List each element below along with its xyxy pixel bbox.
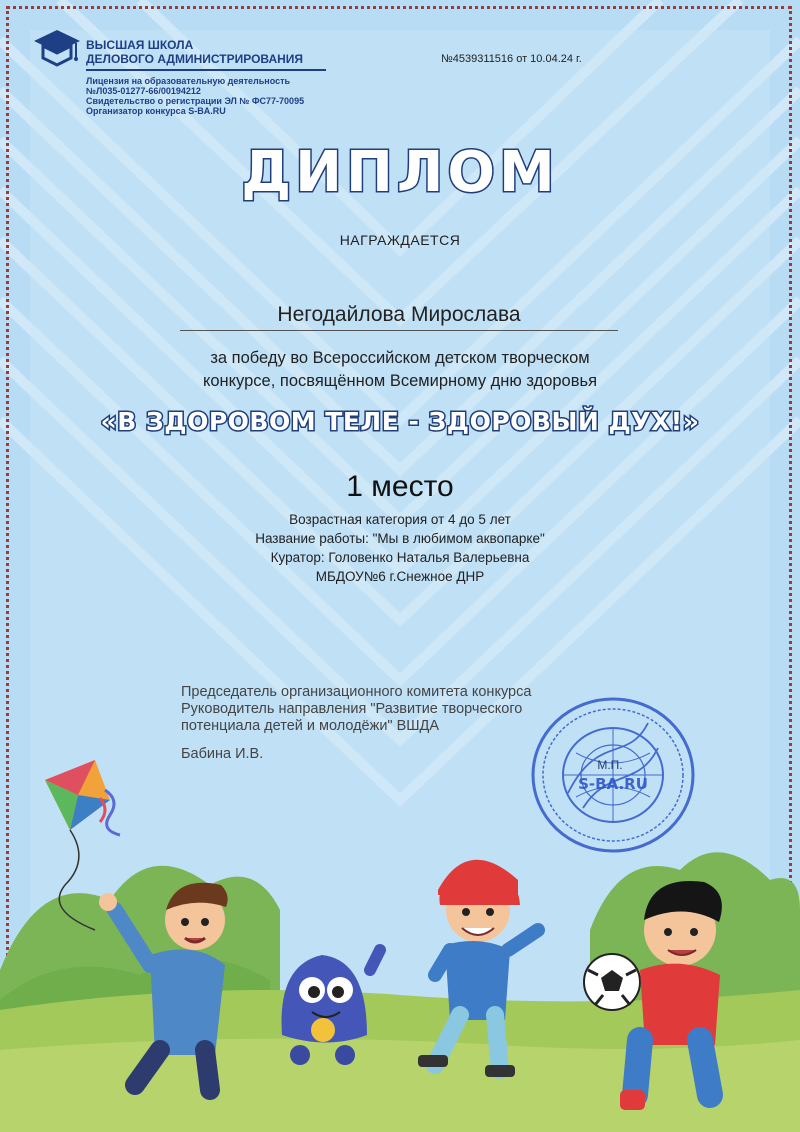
signatory-name: Бабина И.В. bbox=[181, 746, 264, 762]
registration-number: №4539311516 от 10.04.24 г. bbox=[441, 53, 582, 65]
organization-name-line1: ВЫСШАЯ ШКОЛА bbox=[86, 38, 194, 52]
signature-line3: потенциала детей и молодёжи" ВШДА bbox=[181, 718, 440, 734]
diploma-title: ДИПЛОМ bbox=[241, 140, 559, 205]
recipient-name: Негодайлова Мирослава bbox=[180, 303, 618, 331]
awarded-label: НАГРАЖДАЕТСЯ bbox=[339, 232, 461, 248]
soccer-ball-icon bbox=[584, 954, 640, 1010]
reason-line1: за победу во Всероссийском детском творческом bbox=[210, 349, 590, 367]
organization-info bbox=[86, 76, 386, 116]
stamp-mp-label: М.П. bbox=[597, 758, 623, 772]
stamp-center-text: S-BA.RU bbox=[578, 775, 648, 793]
place-award: 1 место bbox=[346, 470, 454, 503]
institution: МБДОУ№6 г.Снежное ДНР bbox=[315, 569, 485, 584]
graduation-cap-logo-icon bbox=[32, 28, 82, 72]
organization-name-line2: ДЕЛОВОГО АДМИНИСТРИРОВАНИЯ bbox=[86, 52, 326, 71]
signature-line2: Руководитель направления "Развитие творческого bbox=[181, 701, 523, 717]
signature-line1: Председатель организационного комитета конкурса bbox=[181, 684, 532, 700]
curator: Куратор: Головенко Наталья Валерьевна bbox=[270, 550, 530, 565]
award-reason bbox=[0, 347, 800, 393]
work-title: Название работы: "Мы в любимом аквопарке" bbox=[255, 531, 545, 546]
age-category: Возрастная категория от 4 до 5 лет bbox=[289, 512, 511, 527]
organization-name bbox=[86, 38, 326, 71]
contest-name: «В ЗДОРОВОМ ТЕЛЕ - ЗДОРОВЫЙ ДУХ!» bbox=[100, 407, 700, 436]
entry-details bbox=[0, 510, 800, 586]
contest-organizer: Организатор конкурса S-BA.RU bbox=[86, 106, 226, 116]
license-line1: Лицензия на образовательную деятельность bbox=[86, 76, 291, 86]
children-sports-illustration bbox=[0, 760, 800, 1132]
reason-line2: конкурсе, посвящённом Всемирному дню здоровья bbox=[202, 372, 598, 390]
registration-certificate: Свидетельство о регистрации ЭЛ № ФС77-70095 bbox=[86, 96, 305, 106]
license-line2: №Л035-01277-66/00194212 bbox=[86, 86, 201, 96]
